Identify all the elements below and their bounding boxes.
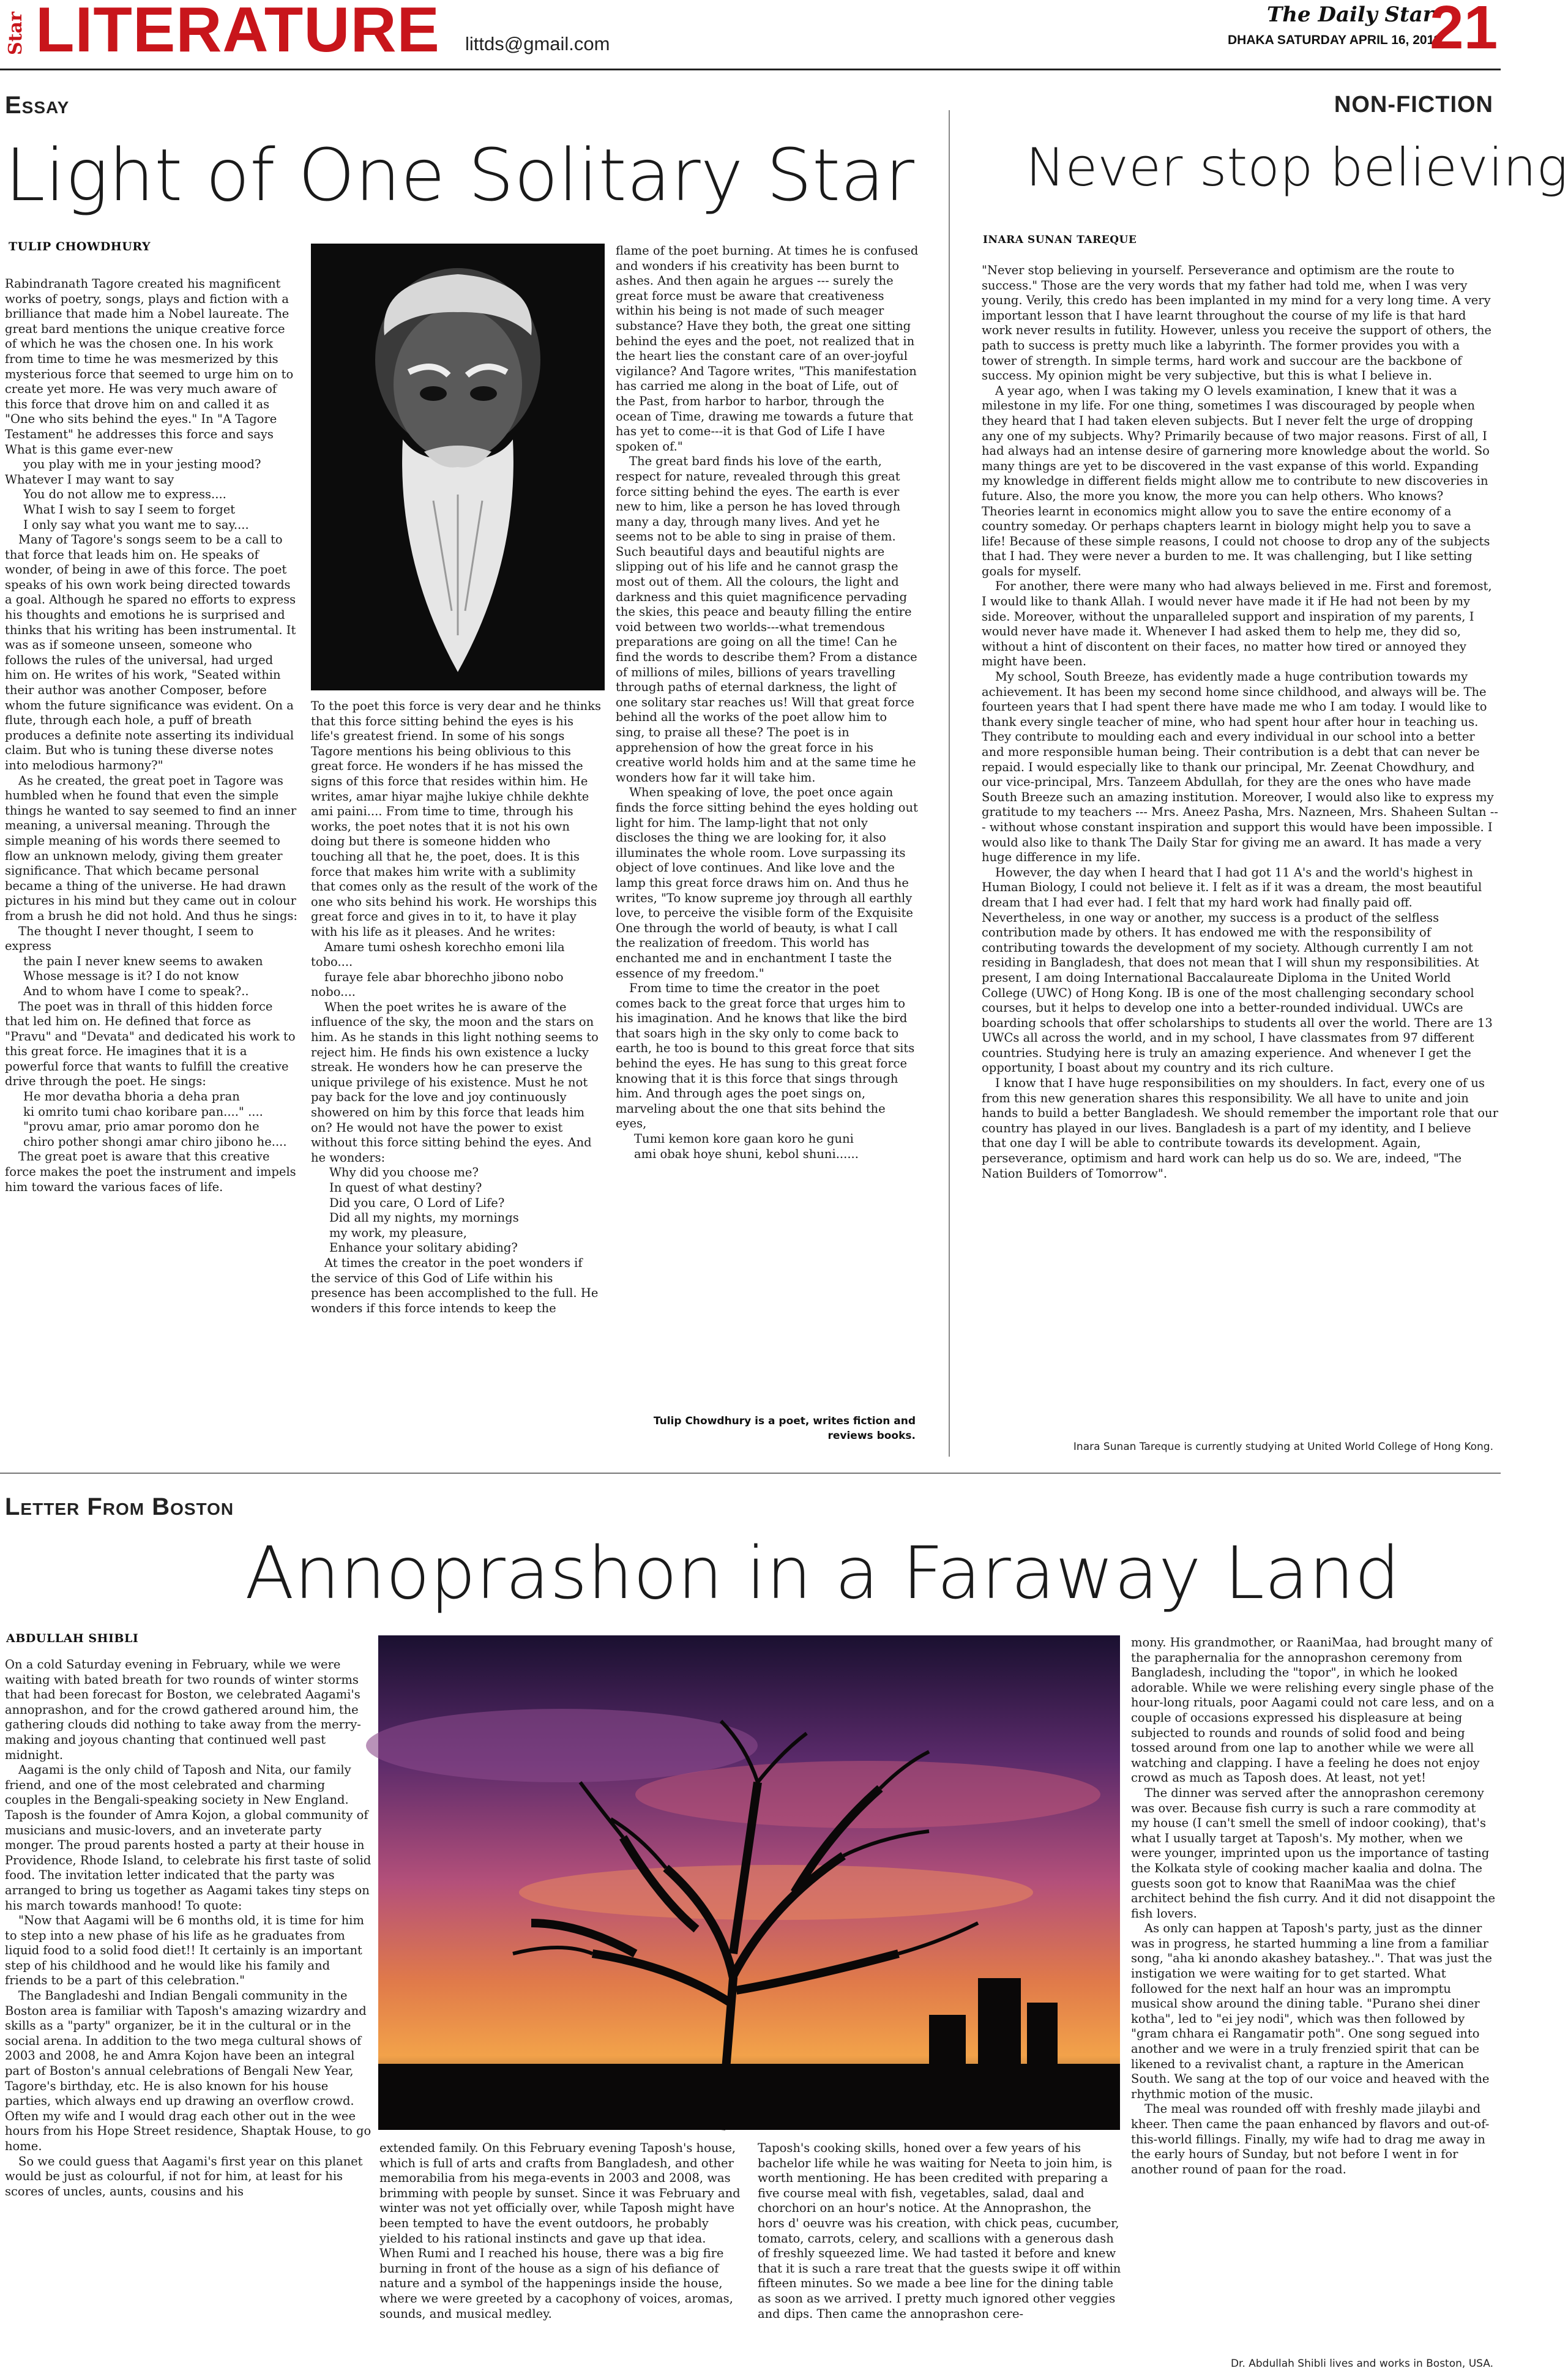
masthead (0, 0, 1501, 67)
paragraph: Whose message is it? I do not know (23, 969, 239, 984)
paragraph: The thought I never thought, I seem to express (5, 924, 254, 954)
nonfiction-label: NON-FICTION (1334, 92, 1493, 118)
paragraph: Whatever I may want to say (5, 472, 174, 487)
paragraph: As he created, the great poet in Tagore was humbled when he found that even the simple things he wanted to say seemed to find an inner meaning, a universal meaning. Through the simple meaning of his words there seemed to flow an unknown melody, giving them greater significance. That which became personal became a thing of the universe. He had drawn pictures in his mind but they came out in colour from a brush he did not hold. And thus he sings: (5, 773, 298, 923)
essay-label: Essay (5, 92, 70, 119)
section-title: LITERATURE (35, 0, 440, 65)
essay-column-1 (5, 277, 297, 1452)
paragraph: As only can happen at Taposh's party, just as the dinner was in progress, he started humming a line from a familiar song, "aha ki anondo akashey batashey..". That was just the instigation we were waiting for to get started. What followed for the next half an hour was an impromptu musical show around the dining table. "Purano shei diner kotha", led to "ei jey nodi", which was then followed by "gram chhara ei Rangamatir poth". One song segued into another and we were in a truly frenzied spirit that can be likened to a revivalist chant, a rapture in the American South. We sang at the top of our voice and heaved with the rhythmic motion of the music. (1131, 1921, 1492, 2101)
letter-label: Letter From Boston (5, 1493, 234, 1520)
paragraph: you play with me in your jesting mood? (23, 457, 261, 472)
tagore-portrait (311, 244, 605, 690)
paragraph: ki omrito tumi chao koribare pan...." .... (23, 1104, 263, 1119)
page-number: 21 (1430, 0, 1498, 62)
paragraph: Amare tumi oshesh korechho emoni lila tobo.... (311, 939, 565, 969)
paragraph: My school, South Breeze, has evidently made a huge contribution towards my achievement. It has been my second home since childhood, and always will be. The fourteen years that I had spent there have made me who I am today. I would like to thank every single teacher of mine, who had spent hour after hour in teaching us. They contribute to moulding each and every individual in our school into a better and more responsible human being. Their contribution is a debt that can never be repaid. I would especially like to thank our principal, Mr. Zeenat Chowdhury, and our vice-principal, Mrs. Tanzeem Abdullah, for they are the ones who have made South Breeze such an amazing institution. Moreover, I would also like to express my gratitude to my teachers --- Mrs. Aneez Pasha, Mrs. Nazneen, Mrs. Shaheen Sultan --- without whose constant inspiration and support this would have been impossible. I would also like to thank The Daily Star for giving me an award. It has made a very huge difference in my life. (982, 670, 1498, 865)
paragraph: "Now that Aagami will be 6 months old, it is time for him to step into a new phase of his life as he graduates from liquid food to a solid food diet!! It certainly is an important step of his childhood and he would like his family and friends to be a part of this celebration." (5, 1913, 364, 1988)
nonfiction-body (982, 263, 1498, 1426)
letter-column-1 (5, 1657, 372, 2375)
paragraph: Many of Tagore's songs seem to be a call to that force that leads him on. He speaks of wonder, of being in awe of this force. The poet speaks of his own work being directed towards a goal. Although he spared no efforts to express his thoughts and emotions he is surprised and thinks that his writing has been instrumental. It was as if someone unseen, someone who follows the rules of the universal, had urged him on. He writes of his work, "Seated within their author was another Composer, before whom the future significance was evident. On a flute, through each hole, a puff of breath produces a definite note asserting its individual claim. But who is tuning these diverse notes into melodious harmony?" (5, 532, 296, 772)
paragraph: You do not allow me to express.... (23, 487, 226, 502)
letter-column-2 (379, 2141, 742, 2373)
paragraph: From time to time the creator in the poet comes back to the great force that urges him to his imagination. And he knows that like the bird that soars high in the sky only to come back to earth, he too is bound to this great force that sits behind the eyes. He has sung to this great force knowing that it is this force that sings through him. And through ages the poet sings on, marveling about the one that sits behind the eyes, (616, 981, 915, 1131)
paragraph: What I wish to say I seem to forget (23, 502, 236, 517)
paragraph: chiro pother shongi amar chiro jibono he.... (23, 1134, 287, 1149)
letter-column-4 (1131, 1635, 1496, 2345)
paragraph: The great poet is aware that this creative force makes the poet the instrument and impels him toward the various faces of life. (5, 1149, 296, 1194)
essay-column-3 (616, 244, 919, 1406)
letter-column-3 (758, 2141, 1121, 2373)
essay-byline: TULIP CHOWDHURY (9, 240, 151, 253)
paragraph: the pain I never knew seems to awaken (23, 954, 263, 968)
paragraph: Rabindranath Tagore created his magnificent works of poetry, songs, plays and fiction with a brilliance that made him a Nobel laureate. The great bard mentions the unique creative force of which he was the chosen one. In his work from time to time he was mesmerized by this mysterious force that seemed to urge him on to create yet more. He was very much aware of this force that drove him on and called it as "One who sits behind the eyes." In "A Tagore Testament" he addresses this force and says (5, 277, 294, 441)
paragraph: To the poet this force is very dear and he thinks that this force sitting behind the eyes is his life's greatest friend. In some of his songs Tagore mentions his being oblivious to this great force. He wonders if he has missed the signs of this force that resides within him. He writes, amar hiyar majhe lukiye chhile dekhte ami paini.... From time to time, through his works, the poet notes that it is not his own doing but there is someone hidden who touching all that he, the poet, does. It is this force that makes him write with a sublimity that comes only as the result of the work of the one who sits behind his work. He worships this great force and gives in to it, to have it play with his life as it pleases. And he writes: (311, 699, 602, 939)
paragraph: extended family. On this February evening Taposh's house, which is full of arts and crafts from Bangladesh, and other memorabilia from his mega-events in 2003 and 2008, was brimming with people by sunset. Since it was February and winter was not yet officially over, while Taposh might have been tempted to have the event outdoors, he probably yielded to his rational instincts and gave up that idea. When Rumi and I reached his house, there was a big fire burning in front of the house as a sign of his defiance of nature and a symbol of the happenings inside the house, where we were greeted by a cacophony of voices, aromas, sounds, and musical medley. (379, 2141, 741, 2321)
sunset-photo-icon (378, 1635, 1120, 2130)
paragraph: At times the creator in the poet wonders if the service of this God of Life within his presence has been accomplished to the full. He wonders if this force intends to keep the (311, 1255, 599, 1315)
letter-byline: ABDULLAH SHIBLI (6, 1632, 139, 1645)
nonfiction-headline: Never stop believing (1026, 137, 1568, 198)
paragraph: I know that I have huge responsibilities on my shoulders. In fact, every one of us from this new generation shares this responsibility. We all have to unite and join hands to build a better Bangladesh. We should remember the important role that our country has played in our lives. Bangladesh is a part of my identity, and I believe that one day I will be able to contribute towards its development. Again, perseverance, optimism and hard work can help us do so. We are, indeed, "The Nation Builders of Tomorrow". (982, 1076, 1498, 1181)
paragraph: The Bangladeshi and Indian Bengali community in the Boston area is familiar with Taposh's amazing wizardry and skills as a "party" organizer, be it in the cultural or in the social arena. In addition to the two mega cultural shows of 2003 and 2008, he and Amra Kojon have been an integral part of Boston's annual celebrations of Bengali New Year, Tagore's birthday, etc. He is also known for his house parties, which always end up drawing an overflow crowd. Often my wife and I would drag each other out in the wee hours from his Hope Street residence, Shaptak House, to go home. (5, 1989, 371, 2153)
essay-credit: Tulip Chowdhury is a poet, writes fiction and reviews books. (653, 1415, 916, 1442)
star-logo: Star (5, 12, 26, 55)
paragraph: Aagami is the only child of Taposh and Nita, our family friend, and one of the most celebrated and charming couples in the Bengali-speaking society in New England. Taposh is the founder of Amra Kojon, a global community of musicians and music-lovers, and an inveterate party monger. The proud parents hosted a party at their house in Providence, Rhode Island, to celebrate his first taste of solid food. The invitation letter indicated that the party was arranged to bring us together as Aagami takes tiny steps on his march towards manhood! To quote: (5, 1763, 371, 1913)
nonfiction-note: Inara Sunan Tareque is currently studying at United World College of Hong Kong. (1073, 1441, 1493, 1453)
sunset-tree-photo (378, 1635, 1120, 2130)
paragraph: I only say what you want me to say.... (23, 517, 249, 532)
paragraph: And to whom have I come to speak?.. (23, 984, 249, 998)
paragraph: Tumi kemon kore gaan koro he guni (634, 1132, 854, 1146)
paragraph: In quest of what destiny? (329, 1181, 482, 1195)
paragraph: flame of the poet burning. At times he is confused and wonders if his creativity has been burnt to ashes. And then again he argues --- surely the great force must be aware that creativeness within his being is not made of such meager substance? Have they both, the great one sitting behind the eyes and the poet, not realized that in the heart lies the constant care of an over-joyful vigilance? And Tagore writes, "This manifestation has carried me along in the boat of Life, out of the Past, from harbor to harbor, through the ocean of Time, drawing me towards a future that has yet to come---it is that God of Life I have spoken of." (616, 244, 919, 454)
paragraph: furaye fele abar bhorechho jibono nobo nobo.... (311, 969, 564, 999)
paragraph: When speaking of love, the poet once again finds the force sitting behind the eyes holding out light for him. The lamp-light that not only discloses the thing we are looking for, it also illuminates the whole room. Love surpassing its object of love continues. And like love and the lamp this great force draws him on. And thus he writes, "To know supreme joy through all earthly love, to perceive the visible form of the Exquisite One through the world of beauty, is what I call the realization of freedom. This world has enchanted me and in enchantment I taste the essence of my freedom." (616, 785, 918, 980)
paragraph: my work, my pleasure, (329, 1225, 467, 1240)
paragraph: ami obak hoye shuni, kebol shuni...... (634, 1146, 859, 1161)
paragraph: "Never stop believing in yourself. Perseverance and optimism are the route to success." Those are the very words that my father had told me, when I was very young. Verily, this credo has been implanted in my mind for a very long time. A very important lesson that I have learnt throughout the course of my life is that hard work never results in futility. However, unless you receive the support of others, the path to success is pretty much like a labyrinth. The former provides you with a tower of strength. In simple terms, hard work and succour are the backbone of success. My opinion might be very subjective, but this is what I believe in. (982, 263, 1491, 383)
dateline: DHAKA SATURDAY APRIL 16, 2011 (1228, 33, 1441, 47)
paragraph: The poet was in thrall of this hidden force that led him on. He defined that force as "Pravu" and "Devata" and dedicated his work to this great force. He imagines that it is a powerful force that wants to fulfill the creative drive through the poet. He sings: (5, 999, 296, 1089)
paragraph: The great bard finds his love of the earth, respect for nature, revealed through this great force sitting behind the eyes. The earth is ever new to him, like a person he has loved through many a day, through many lives. And yet he seems not to be able to sing in praise of them. Such beautiful days and beautiful nights are slipping out of his life and he cannot grasp the most out of them. All the colours, the light and darkness and this quiet magnificence pervading the skies, this peace and beauty filling the entire void between two worlds---what tremendous preparations are going on all the time! Can he find the words to describe them? From a distance of millions of miles, billions of years travelling through paths of eternal darkness, the light of one solitary star reaches us! Will that great force behind all the works of the poet allow him to sing, to praise all these? The poet is in apprehension of how the great force in his creative world holds him and at the same time he wonders how far it will take him. (616, 454, 917, 785)
paragraph: A year ago, when I was taking my O levels examination, I knew that it was a milestone in my life. For one thing, sometimes I was discouraged by people when they heard that I had taken eleven subjects. But I never felt the urge of dropping any one of my subjects. Why? Primarily because of two major reasons. First of all, I had always had an intense desire of garnering more knowledge about the world. So many things are yet to be discovered in the vast expanse of this world. Expanding my knowledge in different fields might allow me to contribute to new discoveries in future. Also, the more you know, the more you can help others. Who knows? Theories learnt in economics might allow you to save the entire economy of a country someday. Or perhaps chapters learnt in biology might help you to save a life! Because of these simple reasons, I could not choose to drop any of the subjects that I had. They were never a burden to me. It was challenging, but I like setting goals for myself. (982, 383, 1490, 578)
paragraph: However, the day when I heard that I had got 11 A's and the world's highest in Human Biology, I could not believe it. I felt as if it was a dream, the most beautiful dream that I had ever had. I felt that my hard work had finally paid off. Nevertheless, in one way or another, my success is a product of the selfless contribution made by others. It has endowed me with the responsibility of contributing towards the development of my society. Although currently I am not residing in Bangladesh, that does not mean that I will shun my responsibilities. At present, I am doing International Baccalaureate Diploma in the United World College (UWC) of Hong Kong. IB is one of the most challenging secondary school courses, but it helps to develop one into a better-rounded individual. UWCs are boarding schools that offer scholarships to students all over the world. There are 13 UWCs all across the world, and in my school, I have classmates from 97 different countries. Studying here is truly an amazing experience. And whenever I get the opportunity, I boast about my country and its rich culture. (982, 865, 1493, 1075)
paragraph: mony. His grandmother, or RaaniMaa, had brought many of the paraphernalia for the annoprashon ceremony from Bangladesh, including the "topor", in which he looked adorable. While we were relishing every single phase of the hour-long rituals, poor Aagami could not care less, and on a couple of occasions expressed his displeasure at being subjected to rounds and rounds of solid food and being tossed around from one lap to another while we were all watching and clapping. I have a feeling he does not enjoy crowd as much as Taposh does. At least, not yet! (1131, 1635, 1495, 1785)
section-rule (0, 1473, 1501, 1474)
paragraph: He mor devatha bhoria a deha pran (23, 1089, 240, 1104)
essay-headline: Light of One Solitary Star (5, 133, 915, 217)
paragraph: "provu amar, prio amar poromo don he (23, 1119, 259, 1134)
paragraph: The meal was rounded off with freshly made jilaybi and kheer. Then came the paan enhanced by flavors and out-of-this-world fillings. Finally, my wife had to drag me away in the early hours of Sunday, but not before I went in for another round of paan for the road. (1131, 2102, 1490, 2176)
nonfiction-byline: INARA SUNAN TAREQUE (983, 234, 1137, 246)
paragraph: What is this game ever-new (5, 442, 173, 457)
paragraph: Did you care, O Lord of Life? (329, 1195, 505, 1210)
paragraph: Did all my nights, my mornings (329, 1211, 519, 1225)
letter-note: Dr. Abdullah Shibli lives and works in Boston, USA. (1230, 2358, 1493, 2370)
paper-name: The Daily Star (1267, 2, 1434, 27)
masthead-rule (0, 69, 1501, 70)
paragraph: So we could guess that Aagami's first year on this planet would be just as colourful, if not for him, at least for his scores of uncles, aunts, cousins and his (5, 2154, 363, 2198)
paragraph: For another, there were many who had always believed in me. First and foremost, I would like to thank Allah. I would never have made it if He had not been by my side. Moreover, without the unparalleled support and inspiration of my parents, I would never have made it. Whenever I had asked them to help me, they did so, without a hint of discontent on their faces, no matter how tired or annoyed they might have been. (982, 579, 1492, 669)
letter-headline: Annoprashon in a Faraway Land (245, 1531, 1400, 1615)
paragraph: Taposh's cooking skills, honed over a few years of his bachelor life while he was waiting for Neeta to join him, is worth mentioning. He has been credited with preparing a five course meal with fish, vegetables, salad, daal and chorchori on an hour's notice. At the Annoprashon, the hors d' oeuvre was his creation, with chick peas, cucumber, tomato, carrots, celery, and scallions with a generous dash of freshly squeezed lime. We had tasted it before and knew that it is such a rare treat that the guests swipe it off within fifteen minutes. So we made a bee line for the dining table as soon as we arrived. I pretty much ignored other veggies and dips. Then came the annoprashon cere- (758, 2141, 1121, 2321)
column-divider (949, 110, 950, 1457)
paragraph: The dinner was served after the annoprashon ceremony was over. Because fish curry is such a rare commodity at my house (I can't smell the smell of indoor cooking), that's what I usually target at Taposh's. My mother, when we were younger, imprinted upon us the importance of tasting the Kolkata style of cooking macher kaalia and dolna. The guests soon got to know that RaaniMaa was the chief architect behind the fish curry. And it did not disappoint the fish lovers. (1131, 1785, 1496, 1921)
tagore-portrait-icon (311, 244, 605, 690)
paragraph: Why did you choose me? (329, 1165, 479, 1180)
paragraph: On a cold Saturday evening in February, while we were waiting with bated breath for two rounds of winter storms that had been forecast for Boston, we celebrated Aagami's annoprashon, and for the crowd gathered around him, the gathering clouds did nothing to take away from the merry-making and joyous chanting that continued well past midnight. (5, 1657, 361, 1762)
paragraph: When the poet writes he is aware of the influence of the sky, the moon and the stars on him. As he stands in this light nothing seems to reject him. He finds his own existence a lucky streak. He wonders how he can preserve the unique privilege of his existence. Must he not pay back for the love and joy continuously showered on him by this force that leads him on? He would not have the power to exist without this force sitting behind the eyes. And he wonders: (311, 999, 599, 1165)
paragraph: Enhance your solitary abiding? (329, 1241, 518, 1255)
essay-column-2 (311, 699, 603, 1452)
email-link[interactable]: littds@gmail.com (465, 33, 610, 54)
